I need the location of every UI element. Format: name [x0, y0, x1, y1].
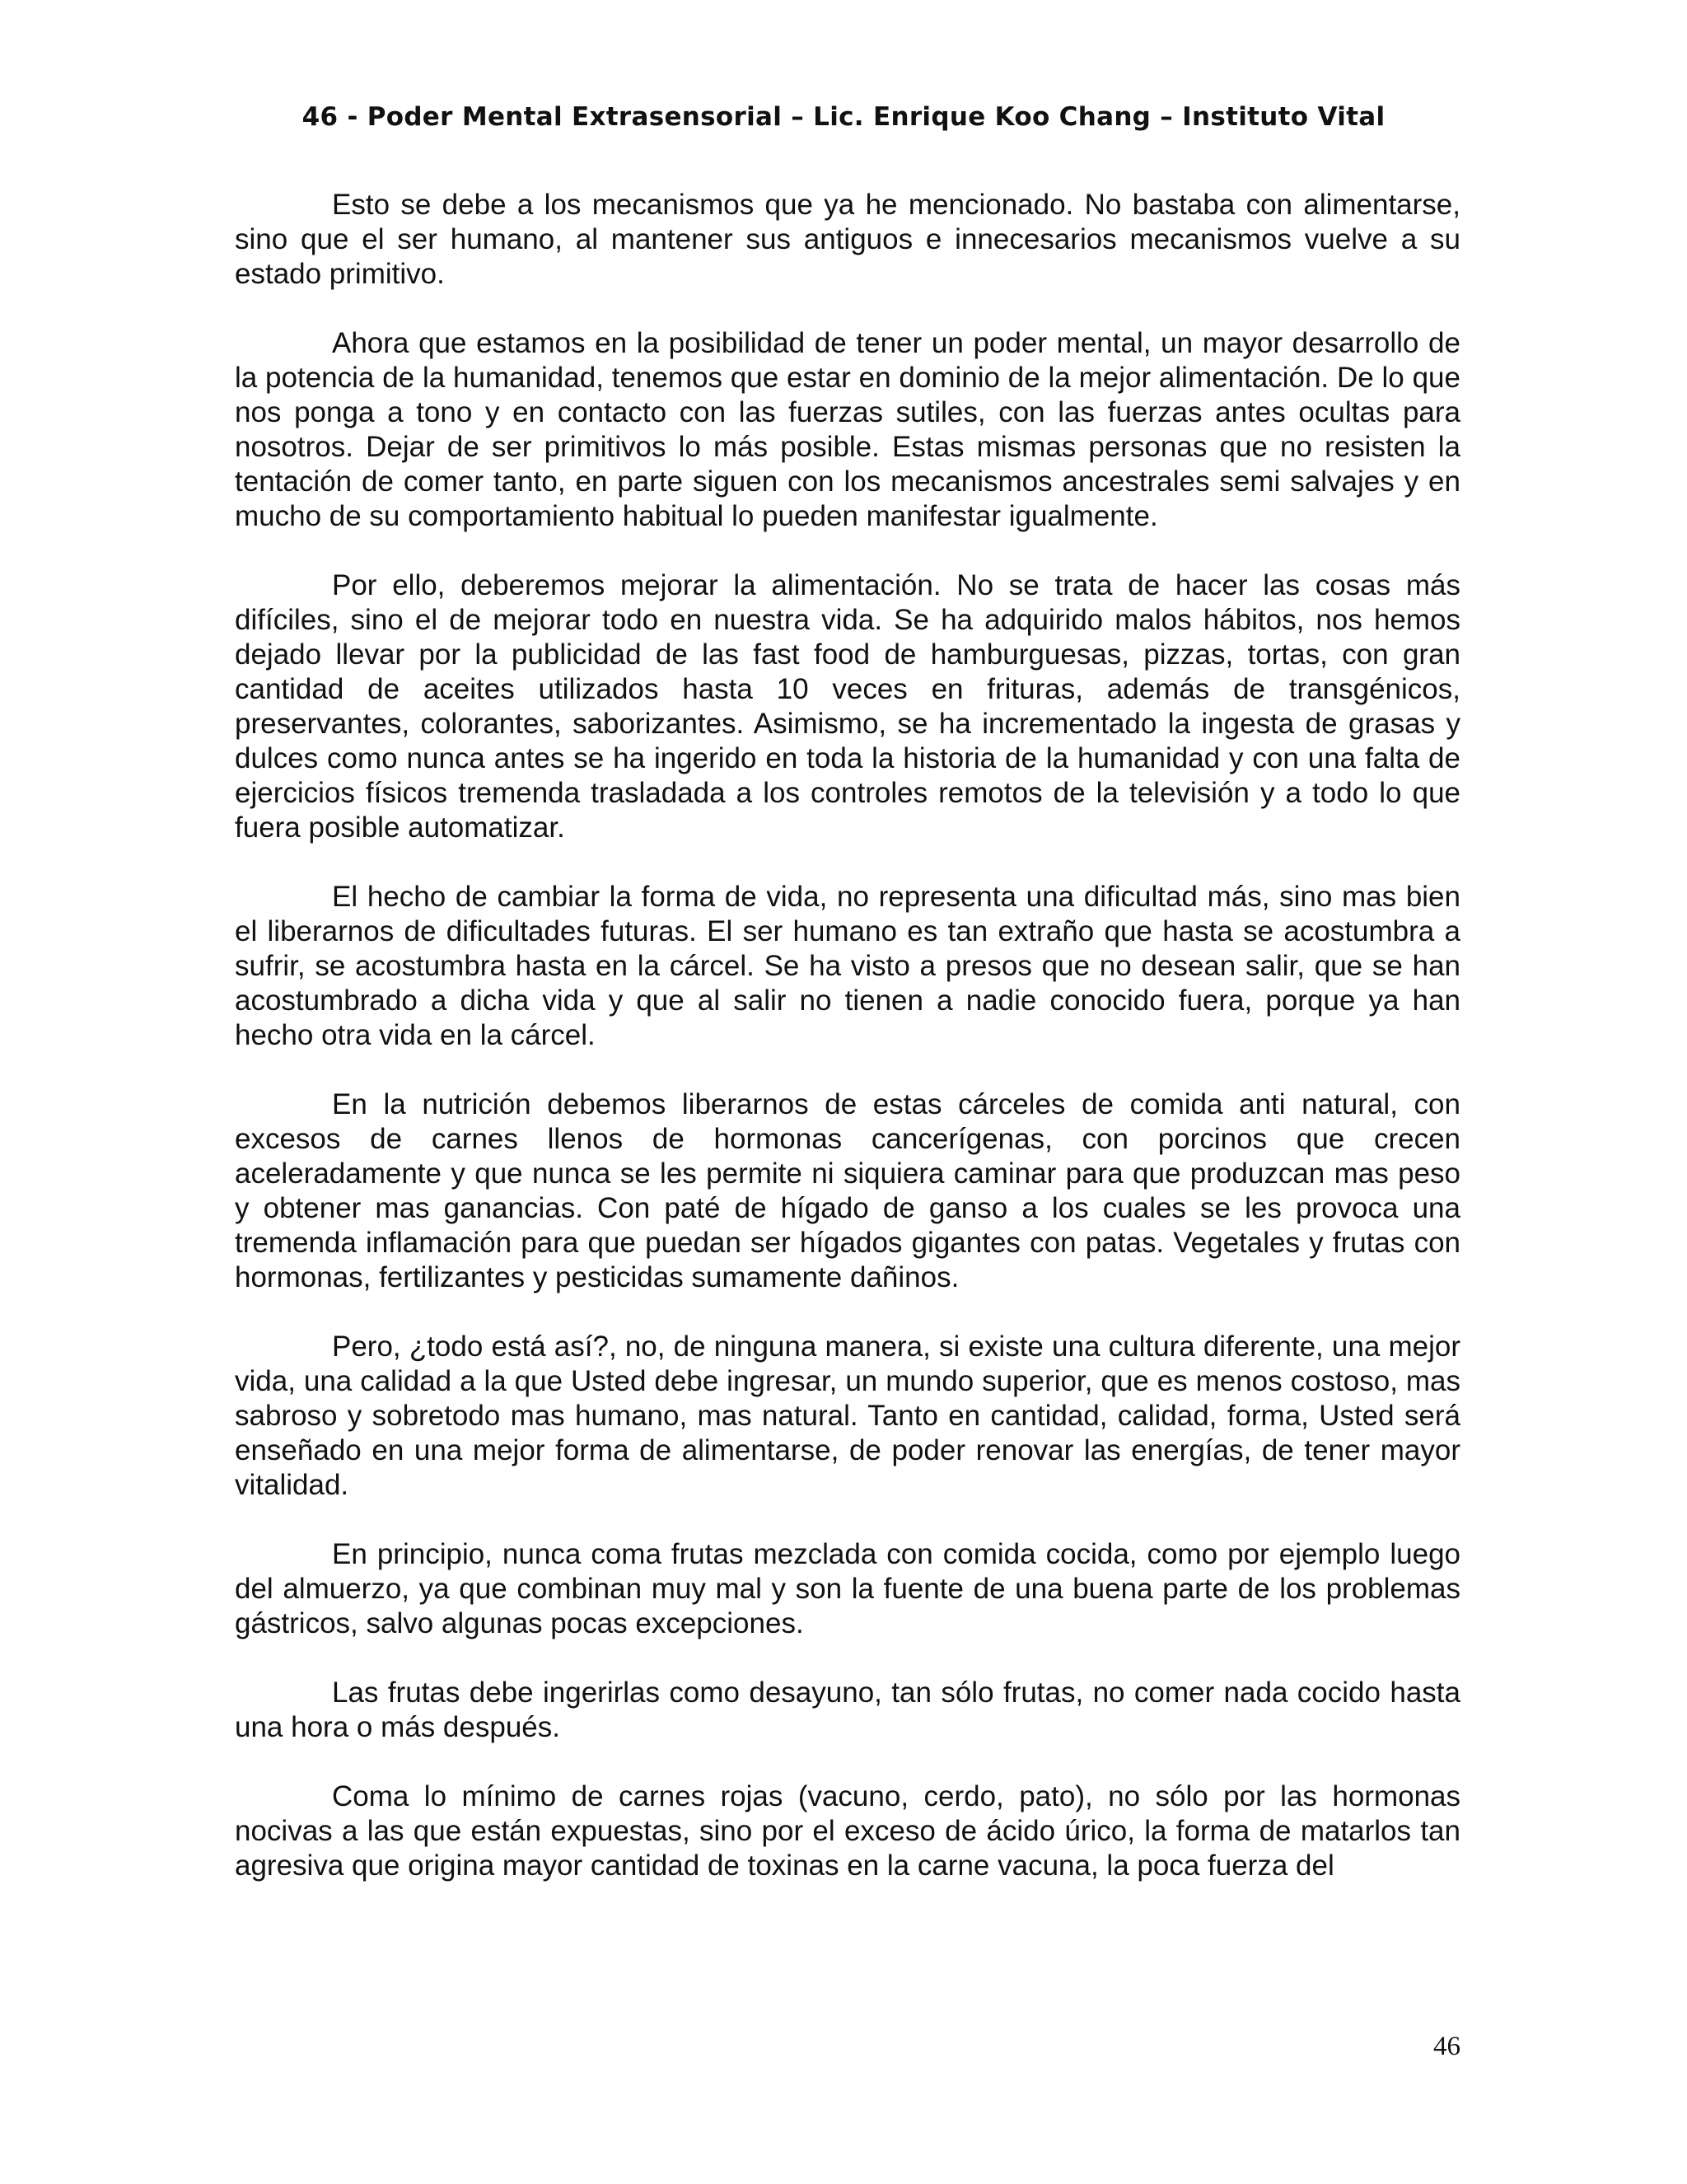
paragraph-4: El hecho de cambiar la forma de vida, no representa una dificultad más, sino mas bien el liberarnos de dificultades futuras. El ser humano es tan extraño que hasta se acostumbra a sufrir, se acostumbra hasta en la cárcel. Se ha visto a presos que no desean salir, que se han acostumbrado a dicha vida y que al salir no tienen a nadie conocido fuera, porque ya han hecho otra vida en la cárcel.	[235, 881, 1460, 1051]
page-number: 46	[1433, 2032, 1460, 2061]
paragraph-3: Por ello, deberemos mejorar la alimentación. No se trata de hacer las cosas más difíciles, sino el de mejorar todo en nuestra vida. Se ha adquirido malos hábitos, nos hemos dejado llevar por la publicidad de las fast food de hamburguesas, pizzas, tortas, con gran cantidad de aceites utilizados hasta 10 veces en frituras, además de transgénicos, preservantes, colorantes, saborizantes. Asimismo, se ha incrementado la ingesta de grasas y dulces como nunca antes se ha ingerido en toda la historia de la humanidad y con una falta de ejercicios físicos tremenda trasladada a los controles remotos de la televisión y a todo lo que fuera posible automatizar.	[235, 569, 1460, 844]
paragraph-9: Coma lo mínimo de carnes rojas (vacuno, cerdo, pato), no sólo por las hormonas nocivas a las que están expuestas, sino por el exceso de ácido úrico, la forma de matarlos tan agresiva que origina mayor cantidad de toxinas en la carne vacuna, la poca fuerza del	[235, 1780, 1460, 1882]
paragraph-6: Pero, ¿todo está así?, no, de ninguna manera, si existe una cultura diferente, una mejor vida, una calidad a la que Usted debe ingresar, un mundo superior, que es menos costoso, mas sabroso y sobretodo mas humano, mas natural. Tanto en cantidad, calidad, forma, Usted será enseñado en una mejor forma de alimentarse, de poder renovar las energías, de tener mayor vitalidad.	[235, 1331, 1460, 1501]
paragraph-5: En la nutrición debemos liberarnos de estas cárceles de comida anti natural, con excesos de carnes llenos de hormonas cancerígenas, con porcinos que crecen aceleradamente y que nunca se les permite ni siquiera caminar para que produzcan mas peso y obtener mas ganancias. Con paté de hígado de ganso a los cuales se les provoca una tremenda inflamación para que puedan ser hígados gigantes con patas. Vegetales y frutas con hormonas, fertilizantes y pesticidas sumamente dañinos.	[235, 1088, 1460, 1293]
body-text	[235, 188, 1460, 1883]
paragraph-1: Esto se debe a los mecanismos que ya he mencionado. No bastaba con alimentarse, sino que el ser humano, al mantener sus antiguos e innecesarios mecanismos vuelve a su estado primitivo.	[235, 189, 1460, 290]
paragraph-2: Ahora que estamos en la posibilidad de tener un poder mental, un mayor desarrollo de la potencia de la humanidad, tenemos que estar en dominio de la mejor alimentación. De lo que nos ponga a tono y en contacto con las fuerzas sutiles, con las fuerzas antes ocultas para nosotros. Dejar de ser primitivos lo más posible. Estas mismas personas que no resisten la tentación de comer tanto, en parte siguen con los mecanismos ancestrales semi salvajes y en mucho de su comportamiento habitual lo pueden manifestar igualmente.	[235, 327, 1460, 532]
paragraph-8: Las frutas debe ingerirlas como desayuno, tan sólo frutas, no comer nada cocido hasta una hora o más después.	[235, 1677, 1460, 1743]
paragraph-7: En principio, nunca coma frutas mezclada con comida cocida, como por ejemplo luego del almuerzo, ya que combinan muy mal y son la fuente de una buena parte de los problemas gástricos, salvo algunas pocas excepciones.	[235, 1538, 1460, 1639]
running-header: 46 - Poder Mental Extrasensorial – Lic. Enrique Koo Chang – Instituto Vital	[301, 102, 1386, 132]
